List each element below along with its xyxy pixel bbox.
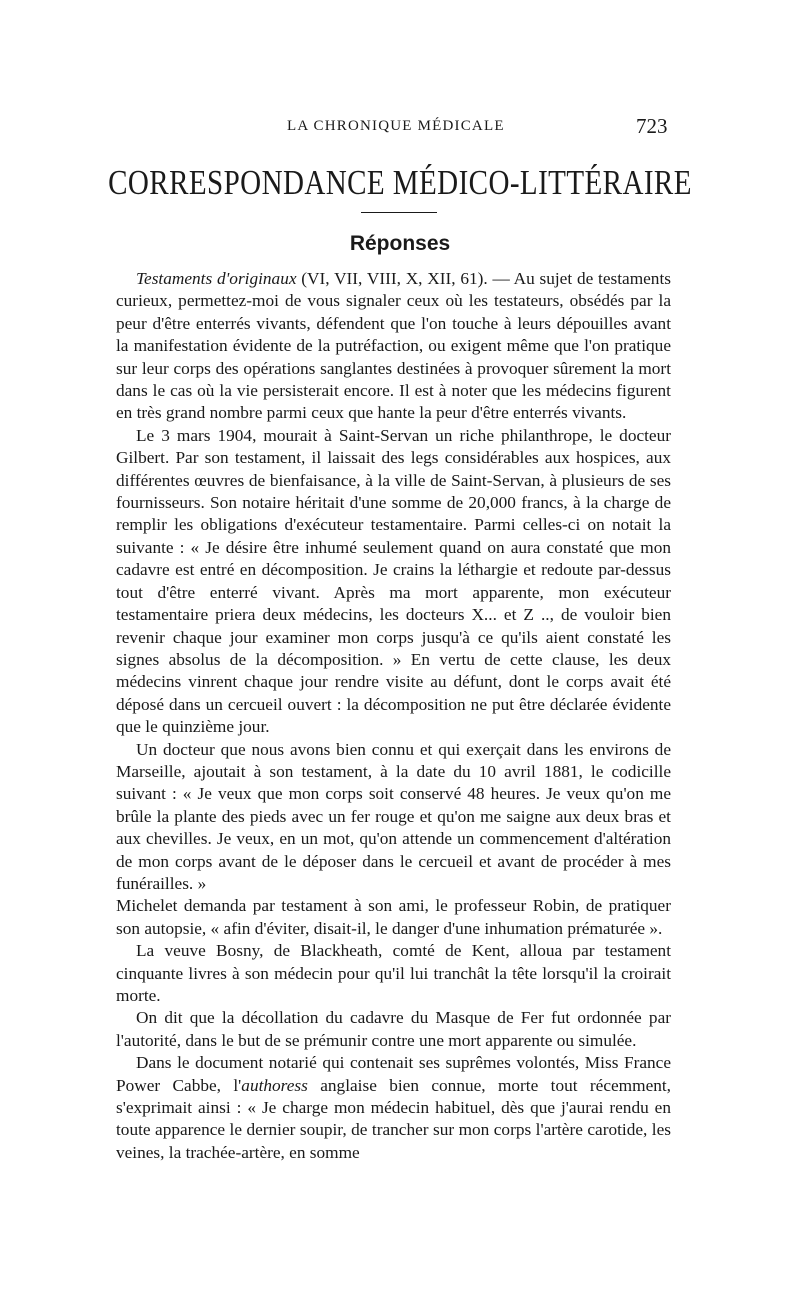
paragraph: Michelet demanda par testament à son ami, le professeur Robin, de pratiquer son autopsie, « afin d'éviter, disait-il, le danger d'une inhumation prématurée ».: [116, 896, 671, 938]
article-body: [116, 268, 671, 1164]
paragraph: [116, 1052, 671, 1164]
running-header: [0, 112, 800, 140]
section-title: CORRESPONDANCE MÉDICO-LITTÉRAIRE: [108, 163, 692, 202]
paragraph: [116, 268, 671, 425]
italic-term: authoress: [241, 1075, 308, 1095]
paragraph-text: Dans le document notarié qui contenait ses suprêmes volontés, Miss France Power Cabbe, l': [116, 1053, 671, 1095]
journal-title: LA CHRONIQUE MÉDICALE: [287, 118, 505, 134]
item-title: Testaments d'originaux: [136, 269, 297, 288]
paragraph-text: anglaise bien connue, morte tout récemment, s'exprimait ainsi : « Je charge mon médecin habituel, dès que j'aurai rendu en toute apparence le dernier soupir, de trancher sur mon corps l'artère carotide, les veines, la trachée-artère, en somme: [116, 1075, 671, 1162]
subheading: Réponses: [349, 232, 451, 255]
page-number: 723: [636, 114, 668, 138]
paragraph: Le 3 mars 1904, mourait à Saint-Servan un riche philanthrope, le docteur Gilbert. Par son testament, il laissait des legs considérables aux hospices, aux différentes œuvres de bienfaisance, à la ville de Saint-Servan, à plusieurs de ses fournisseurs. Son notaire héritait d'une somme de 20,000 francs, à la charge de remplir les obligations d'exécuteur testamentaire. Parmi celles-ci on notait la suivante : « Je désire être inhumé seulement quand on aura constaté que mon cadavre est entré en décomposition. Je crains la léthargie et redoute par-dessus tout d'être enterré vivant. Après ma mort apparente, mon exécuteur testamentaire priera deux médecins, les docteurs X... et Z .., de vouloir bien revenir chaque jour examiner mon corps jusqu'à ce qu'ils aient constaté les signes absolus de la décomposition. » En vertu de cette clause, les deux médecins vinrent chaque jour rendre visite au défunt, dont le corps avait été déposé dans un cercueil ouvert : la décomposition ne put être déclarée évidente que le quinzième jour.: [116, 425, 671, 737]
paragraph: Un docteur que nous avons bien connu et qui exerçait dans les environs de Marseille, ajoutait à son testament, à la date du 10 avril 1881, le codicille suivant : « Je veux que mon corps soit conservé 48 heures. Je veux qu'on me brûle la plante des pieds avec un fer rouge et qu'on me saigne aux deux bras et aux chevilles. Je veux, en un mot, qu'on attende un commencement d'altération de mon corps avant de le déposer dans le cercueil et avant de procéder à mes funérailles. »: [116, 739, 671, 893]
title-divider: [361, 212, 437, 213]
paragraph: On dit que la décollation du cadavre du Masque de Fer fut ordonnée par l'autorité, dans le but de se prémunir contre une mort apparente ou simulée.: [116, 1008, 671, 1050]
paragraph-text: (VI, VII, VIII, X, XII, 61). — Au sujet de testaments curieux, permettez-moi de vous signaler ceux où les testateurs, obsédés par la peur d'être enterrés vivants, défendent que l'on touche à leurs dépouilles avant la manifestation évidente de la putréfaction, ou exigent même que l'on pratique sur leur corps des opérations sanglantes destinées à provoquer sûrement la mort dans le cas où la vie persisterait encore. Il est à noter que les médecins figurent en très grand nombre parmi ceux que hante la peur d'être enterrés vivants.: [116, 269, 671, 423]
paragraph: La veuve Bosny, de Blackheath, comté de Kent, alloua par testament cinquante livres à son médecin pour qu'il lui tranchât la tête lorsqu'il la croirait morte.: [116, 941, 671, 1005]
